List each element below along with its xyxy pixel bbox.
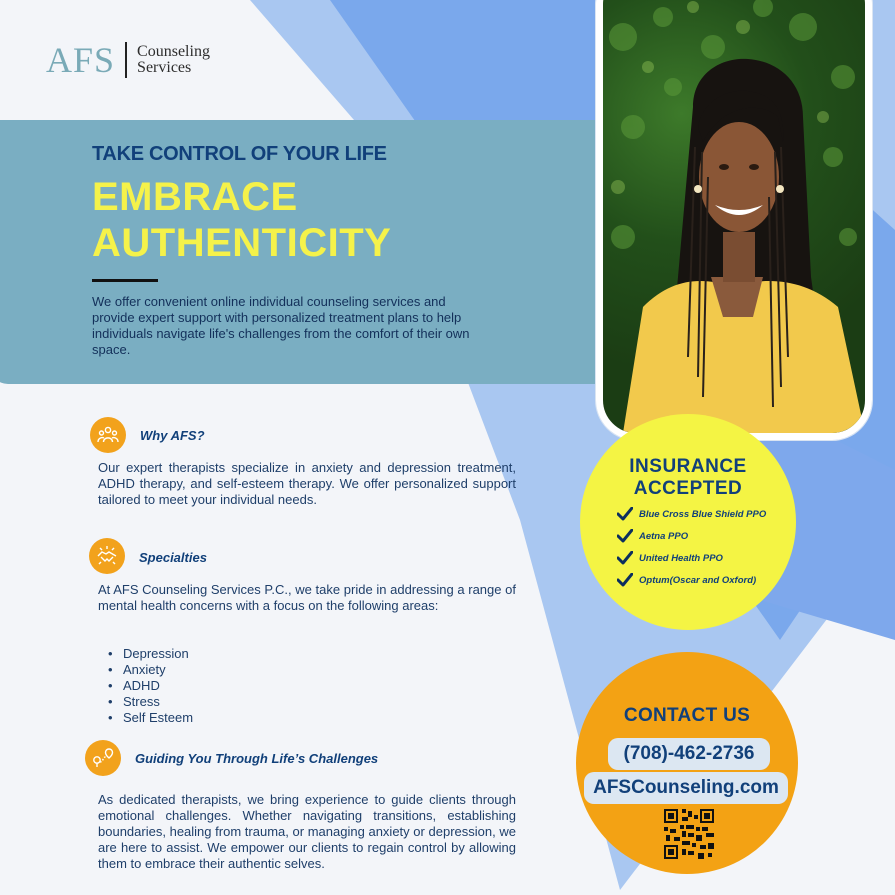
logo-wordmark: [137, 44, 210, 76]
check-icon: [617, 573, 633, 587]
phone-number-link[interactable]: (708)-462-2736: [608, 738, 770, 770]
insurance-item-label: Optum(Oscar and Oxford): [639, 575, 757, 586]
website-link[interactable]: AFSCounseling.com: [584, 772, 788, 804]
guiding-text: As dedicated therapists, we bring experience to guide clients through emotional challenges. Whether navigating transitions, establishing boundaries, healing from trauma, or managing anxiety or depression, we are here to assist. We empower our clients to regain control by allowing them to embrace their authentic selves.: [98, 792, 516, 871]
handshake-icon: [89, 538, 125, 574]
hero-headline: [92, 174, 391, 266]
insurance-item: [617, 530, 766, 552]
hero-headline-line1: EMBRACE: [92, 175, 298, 219]
insurance-item-label: United Health PPO: [639, 553, 723, 564]
qr-code-icon[interactable]: [664, 809, 714, 859]
insurance-list: [617, 508, 766, 596]
hero-headline-line2: AUTHENTICITY: [92, 221, 392, 265]
logo-mark: AFS: [46, 40, 116, 80]
company-logo: [46, 42, 210, 78]
specialties-heading: Specialties: [139, 550, 207, 565]
list-item: • Self Esteem: [108, 710, 193, 726]
insurance-item: [617, 508, 766, 530]
contact-us-badge: [576, 652, 798, 874]
specialties-text: At AFS Counseling Services P.C., we take pride in addressing a range of mental health concerns with a focus on the following areas:: [98, 582, 516, 613]
list-item: • Anxiety: [108, 662, 193, 678]
why-afs-heading: Why AFS?: [140, 428, 205, 443]
logo-wordmark-line2: Services: [137, 59, 192, 76]
specialties-list: [108, 646, 193, 726]
path-pin-icon: [85, 740, 121, 776]
hero-divider: [92, 279, 158, 282]
therapist-portrait-photo: [596, 0, 872, 440]
insurance-item: [617, 552, 766, 574]
logo-divider: [125, 42, 127, 78]
group-people-icon: [90, 417, 126, 453]
list-item: • ADHD: [108, 678, 193, 694]
hero-intro-text: We offer convenient online individual counseling services and provide expert support with personalized treatment plans to help individuals navigate life's challenges from the comfort of their own space.: [92, 294, 470, 357]
list-item: • Depression: [108, 646, 193, 662]
logo-wordmark-line1: Counseling: [137, 43, 210, 60]
guiding-heading: Guiding You Through Life’s Challenges: [135, 751, 379, 766]
insurance-item-label: Blue Cross Blue Shield PPO: [639, 509, 767, 520]
insurance-title-line1: INSURANCE: [629, 456, 747, 477]
insurance-title: [580, 456, 796, 500]
list-item: • Stress: [108, 694, 193, 710]
hero-tagline: TAKE CONTROL OF YOUR LIFE: [92, 143, 387, 165]
insurance-title-line2: ACCEPTED: [633, 478, 743, 499]
insurance-item: [617, 574, 766, 596]
insurance-item-label: Aetna PPO: [639, 531, 689, 542]
insurance-accepted-badge: [580, 414, 796, 630]
check-icon: [617, 529, 633, 543]
why-afs-text: Our expert therapists specialize in anxiety and depression treatment, ADHD therapy, and self-esteem therapy. We offer personalized support tailored to meet your individual needs.: [98, 460, 516, 507]
check-icon: [617, 507, 633, 521]
check-icon: [617, 551, 633, 565]
contact-title: CONTACT US: [623, 705, 751, 726]
